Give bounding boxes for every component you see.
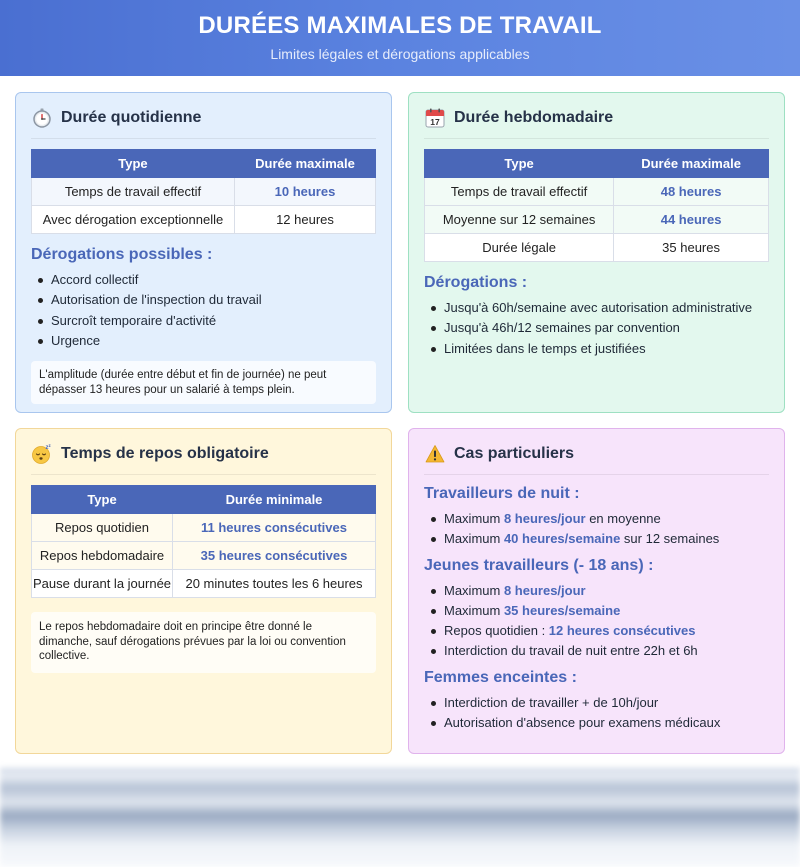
row-type: Moyenne sur 12 semaines xyxy=(425,206,614,234)
night-workers-list xyxy=(424,509,769,550)
card-title xyxy=(424,443,769,475)
rest-table xyxy=(31,485,376,598)
weekly-duration-card xyxy=(408,92,785,413)
col-duration: Durée minimale xyxy=(173,486,376,514)
row-type: Durée légale xyxy=(425,234,614,262)
calendar-day: 17 xyxy=(430,116,440,127)
card-title xyxy=(424,107,769,139)
list-item: Repos quotidien : 12 heures consécutives xyxy=(424,621,769,641)
row-value: 20 minutes toutes les 6 heures xyxy=(173,570,376,598)
amplitude-note: L'amplitude (durée entre début et fin de journée) ne peut dépasser 13 heures pour un salarié à temps plein. xyxy=(31,361,376,404)
table-row xyxy=(32,514,376,542)
row-value: 35 heures consécutives xyxy=(173,542,376,570)
col-type: Type xyxy=(425,150,614,178)
table-row xyxy=(425,206,769,234)
row-value: 44 heures xyxy=(614,206,769,234)
row-value: 35 heures xyxy=(614,234,769,262)
list-item: Maximum 35 heures/semaine xyxy=(424,601,769,621)
table-row xyxy=(32,542,376,570)
special-cases-card xyxy=(408,428,785,754)
list-item: Autorisation de l'inspection du travail xyxy=(31,290,376,310)
night-workers-title: Travailleurs de nuit : xyxy=(424,485,580,502)
daily-title: Durée quotidienne xyxy=(61,109,202,126)
col-type: Type xyxy=(32,150,235,178)
rest-time-card xyxy=(15,428,392,754)
warning-icon xyxy=(424,443,446,465)
table-row xyxy=(32,178,376,206)
list-item: Surcroît temporaire d'activité xyxy=(31,311,376,331)
row-value: 10 heures xyxy=(234,178,375,206)
special-title: Cas particuliers xyxy=(454,445,575,462)
daily-table xyxy=(31,149,376,234)
row-type: Pause durant la journée xyxy=(32,570,173,598)
young-workers-list xyxy=(424,581,769,662)
row-type: Avec dérogation exceptionnelle xyxy=(32,206,235,234)
weekly-rest-note: Le repos hebdomadaire doit en principe être donné le dimanche, sauf dérogations prévues par la loi ou convention collective. xyxy=(31,612,376,673)
row-value: 11 heures consécutives xyxy=(173,514,376,542)
calendar-icon xyxy=(424,107,446,129)
card-title xyxy=(31,443,376,475)
row-value: 48 heures xyxy=(614,178,769,206)
list-item: Jusqu'à 46h/12 semaines par convention xyxy=(424,318,769,338)
derogations-list xyxy=(424,298,769,359)
table-row xyxy=(425,178,769,206)
weekly-table xyxy=(424,149,769,262)
list-item: Autorisation d'absence pour examens médicaux xyxy=(424,713,769,733)
table-row xyxy=(32,206,376,234)
card-title xyxy=(31,107,376,139)
svg-text:z: z xyxy=(48,443,51,448)
page-title: DURÉES MAXIMALES DE TRAVAIL xyxy=(198,12,602,39)
stopwatch-icon xyxy=(31,107,53,129)
list-item: Interdiction de travailler + de 10h/jour xyxy=(424,693,769,713)
row-type: Temps de travail effectif xyxy=(32,178,235,206)
col-duration: Durée maximale xyxy=(234,150,375,178)
pregnant-women-title: Femmes enceintes : xyxy=(424,668,577,686)
row-type: Repos hebdomadaire xyxy=(32,542,173,570)
list-item: Jusqu'à 60h/semaine avec autorisation administrative xyxy=(424,298,769,318)
daily-duration-card xyxy=(15,92,392,413)
page-subtitle: Limites légales et dérogations applicables xyxy=(270,46,530,62)
rest-title: Temps de repos obligatoire xyxy=(61,445,269,462)
col-type: Type xyxy=(32,486,173,514)
table-row xyxy=(425,234,769,262)
derogations-title: Dérogations : xyxy=(424,274,528,291)
blurred-footer-area xyxy=(0,768,800,867)
sleeping-face-icon xyxy=(31,443,53,465)
list-item: Maximum 40 heures/semaine sur 12 semaines xyxy=(424,529,769,549)
derogations-list xyxy=(31,270,376,351)
svg-text:z: z xyxy=(45,445,49,451)
table-row xyxy=(32,570,376,598)
list-item: Accord collectif xyxy=(31,270,376,290)
list-item: Maximum 8 heures/jour en moyenne xyxy=(424,509,769,529)
list-item: Limitées dans le temps et justifiées xyxy=(424,339,769,359)
list-item: Maximum 8 heures/jour xyxy=(424,581,769,601)
page-header xyxy=(0,0,800,76)
young-workers-title: Jeunes travailleurs (- 18 ans) : xyxy=(424,556,654,574)
list-item: Urgence xyxy=(31,331,376,351)
col-duration: Durée maximale xyxy=(614,150,769,178)
row-type: Repos quotidien xyxy=(32,514,173,542)
row-value: 12 heures xyxy=(234,206,375,234)
derogations-title: Dérogations possibles : xyxy=(31,246,213,263)
row-type: Temps de travail effectif xyxy=(425,178,614,206)
list-item: Interdiction du travail de nuit entre 22h et 6h xyxy=(424,641,769,661)
pregnant-women-list xyxy=(424,693,769,734)
weekly-title: Durée hebdomadaire xyxy=(454,109,614,126)
